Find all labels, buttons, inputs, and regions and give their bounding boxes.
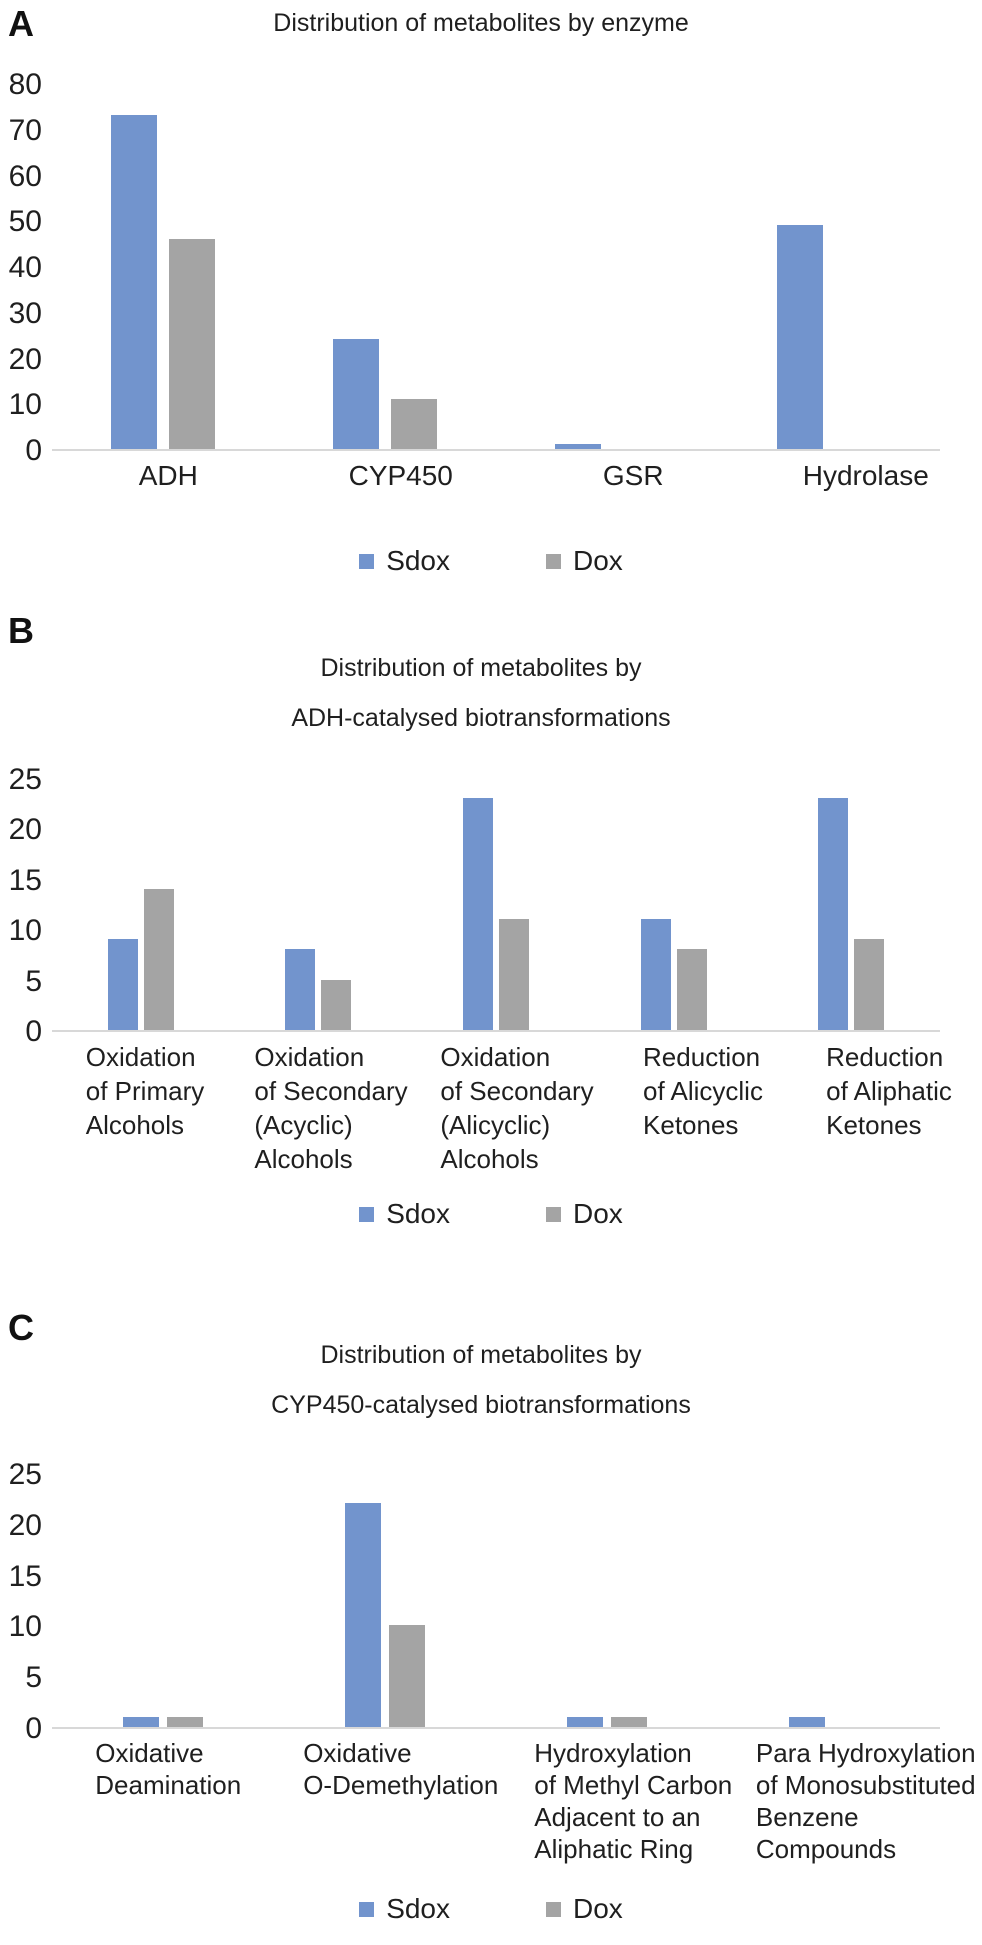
y-axis-tick-label: 10	[8, 1610, 42, 1644]
category-label-line: (Alicyclic)	[440, 1110, 551, 1140]
legend-label-dox: Dox	[573, 1198, 623, 1229]
category-label-line: O-Demethylation	[303, 1770, 499, 1800]
y-axis-tick-label: 15	[8, 863, 42, 897]
category-label-line: Reduction	[826, 1042, 944, 1072]
legend-swatch-sdox-icon	[359, 554, 374, 569]
category-label-line: ADH	[138, 460, 198, 491]
category-label-line: Oxidative	[95, 1738, 204, 1768]
legend-entry-dox	[546, 1198, 623, 1230]
y-axis-tick-label: 80	[8, 68, 42, 101]
category-label-line: of Methyl Carbon	[534, 1770, 733, 1800]
plot-area	[52, 778, 940, 1032]
chart-a	[0, 68, 982, 577]
chart-title-line: Distribution of metabolites by enzyme	[273, 9, 689, 37]
legend-swatch-dox-icon	[546, 1902, 561, 1917]
category-axis	[52, 459, 982, 493]
bar-sdox	[285, 949, 315, 1030]
bar-group	[407, 778, 585, 1030]
bar-dox	[611, 1717, 647, 1727]
category-cell	[285, 1737, 518, 1865]
chart-b	[0, 763, 982, 1230]
category-label-line: of Secondary	[254, 1076, 408, 1106]
category-label	[95, 1737, 241, 1801]
category-label-line: Oxidation	[440, 1042, 551, 1072]
y-axis-tick-label: 25	[8, 763, 42, 796]
bar-sdox	[108, 939, 138, 1030]
category-label-line: of Aliphatic	[826, 1076, 952, 1106]
bar-sdox	[345, 1503, 381, 1727]
legend	[0, 545, 982, 577]
chart-c-title	[40, 1258, 922, 1430]
category-label-line: Aliphatic Ring	[534, 1834, 694, 1864]
chart-b-title	[40, 603, 922, 743]
category-cell	[517, 459, 750, 493]
bar-group	[585, 778, 763, 1030]
category-label-line: of Secondary	[440, 1076, 594, 1106]
category-label-line: of Monosubstituted	[755, 1770, 976, 1800]
category-label-line: GSR	[602, 460, 664, 491]
category-label-line: Adjacent to an	[534, 1802, 701, 1832]
bar-group	[496, 83, 718, 449]
category-label-line: Alcohols	[440, 1144, 539, 1174]
category-label-line: CYP450	[348, 460, 453, 491]
plot-area	[52, 1473, 940, 1729]
legend-label-sdox: Sdox	[386, 1198, 451, 1229]
legend-label-dox: Dox	[573, 1893, 623, 1924]
bar-group	[52, 83, 274, 449]
category-label-line: Oxidation	[254, 1042, 365, 1072]
bar-group	[274, 1473, 496, 1727]
category-label	[534, 1737, 732, 1865]
category-label-line: of Alicyclic	[643, 1076, 763, 1106]
category-label	[826, 1040, 952, 1142]
category-label	[139, 459, 198, 493]
panel-b-letter: B	[8, 610, 34, 651]
category-cell	[424, 1040, 610, 1176]
bar-dox	[389, 1625, 425, 1727]
y-axis	[0, 763, 52, 1048]
y-axis-tick-label: 30	[8, 296, 42, 330]
bar-dox	[499, 919, 529, 1030]
bar-dox	[391, 399, 437, 449]
category-label-line: Oxidation	[85, 1042, 196, 1072]
y-axis-tick-label: 20	[8, 813, 42, 847]
legend-entry-sdox	[359, 1198, 450, 1230]
plot-area	[52, 83, 940, 451]
category-label-line: Ketones	[643, 1110, 739, 1140]
y-axis-tick-label: 5	[25, 964, 42, 998]
category-label-line: Compounds	[755, 1834, 897, 1864]
chart-plot-row	[0, 68, 940, 467]
chart-title-line: ADH-catalysed biotransformations	[291, 704, 671, 732]
y-axis-tick-label: 20	[8, 1508, 42, 1542]
category-cell	[517, 1737, 750, 1865]
bar-sdox	[123, 1717, 159, 1727]
bar-dox	[677, 949, 707, 1030]
category-axis	[52, 1737, 982, 1865]
panel-c-letter: C	[8, 1307, 34, 1348]
legend-label-sdox: Sdox	[386, 1893, 451, 1924]
legend	[0, 1198, 982, 1230]
y-axis-tick-label: 10	[8, 914, 42, 948]
bar-group	[718, 83, 940, 449]
legend-swatch-sdox-icon	[359, 1902, 374, 1917]
category-label	[803, 459, 929, 493]
category-cell	[52, 1040, 238, 1176]
category-label-line: of Primary	[85, 1076, 205, 1106]
bar-dox	[854, 939, 884, 1030]
chart-plot-row	[0, 1458, 940, 1745]
bar-group	[274, 83, 496, 449]
category-cell	[796, 1040, 982, 1176]
legend-swatch-dox-icon	[546, 554, 561, 569]
category-label-line: Benzene	[755, 1802, 859, 1832]
legend-label-sdox: Sdox	[386, 545, 451, 576]
chart-c	[0, 1458, 982, 1925]
bar-group	[762, 778, 940, 1030]
category-cell	[750, 1737, 982, 1865]
category-label-line: Para Hydroxylation	[755, 1738, 976, 1768]
panel-a	[0, 0, 982, 603]
category-cell	[238, 1040, 424, 1176]
y-axis-tick-label: 70	[8, 113, 42, 147]
legend-entry-dox	[546, 1893, 623, 1925]
bar-sdox	[818, 798, 848, 1030]
y-axis-tick-label: 25	[8, 1458, 42, 1491]
category-label-line: (Acyclic)	[254, 1110, 353, 1140]
legend-entry-sdox	[359, 545, 450, 577]
category-label	[643, 1040, 763, 1142]
y-axis-tick-label: 0	[25, 1015, 42, 1048]
category-label	[440, 1040, 593, 1176]
bar-sdox	[111, 115, 157, 449]
y-axis-tick-label: 20	[8, 342, 42, 376]
bar-dox	[167, 1717, 203, 1727]
category-label-line: Reduction	[643, 1042, 761, 1072]
category-axis	[52, 1040, 982, 1176]
bar-sdox	[777, 225, 823, 449]
legend	[0, 1893, 982, 1925]
panel-b	[0, 603, 982, 1258]
category-cell	[52, 459, 285, 493]
y-axis-tick-label: 0	[25, 434, 42, 467]
category-label-line: Oxidative	[303, 1738, 412, 1768]
y-axis-tick-label: 15	[8, 1559, 42, 1593]
panel-c	[0, 1258, 982, 1945]
chart-a-title	[40, 0, 922, 40]
bar-dox	[169, 239, 215, 449]
bar-group	[718, 1473, 940, 1727]
y-axis-tick-label: 0	[25, 1712, 42, 1745]
legend-label-dox: Dox	[573, 545, 623, 576]
bar-sdox	[641, 919, 671, 1030]
bar-dox	[144, 889, 174, 1030]
category-label	[603, 459, 664, 493]
legend-entry-dox	[546, 545, 623, 577]
bar-sdox	[567, 1717, 603, 1727]
bar-sdox	[463, 798, 493, 1030]
bar-sdox	[333, 339, 379, 449]
category-label	[303, 1737, 498, 1801]
y-axis	[0, 1458, 52, 1745]
legend-entry-sdox	[359, 1893, 450, 1925]
category-label	[349, 459, 453, 493]
bar-dox	[321, 980, 351, 1030]
category-cell	[285, 459, 518, 493]
bar-sdox	[789, 1717, 825, 1727]
category-label-line: Hydrolase	[802, 460, 929, 491]
y-axis-tick-label: 10	[8, 388, 42, 422]
y-axis-tick-label: 5	[25, 1661, 42, 1695]
legend-swatch-sdox-icon	[359, 1207, 374, 1222]
category-cell	[52, 1737, 285, 1865]
y-axis-tick-label: 50	[8, 205, 42, 239]
bar-sdox	[555, 444, 601, 449]
chart-plot-row	[0, 763, 940, 1048]
y-axis-tick-label: 40	[8, 251, 42, 284]
y-axis	[0, 68, 52, 467]
chart-title-line: CYP450-catalysed biotransformations	[271, 1391, 691, 1419]
category-label	[756, 1737, 976, 1865]
category-cell	[750, 459, 982, 493]
bar-group	[52, 778, 230, 1030]
bar-group	[496, 1473, 718, 1727]
category-label	[254, 1040, 407, 1176]
category-label-line: Ketones	[826, 1110, 922, 1140]
chart-title-line: Distribution of metabolites by	[320, 654, 642, 682]
bar-group	[230, 778, 408, 1030]
category-label	[86, 1040, 204, 1142]
panel-a-letter: A	[8, 3, 34, 44]
category-cell	[610, 1040, 796, 1176]
bar-group	[52, 1473, 274, 1727]
y-axis-tick-label: 60	[8, 159, 42, 193]
category-label-line: Hydroxylation	[534, 1738, 692, 1768]
category-label-line: Alcohols	[254, 1144, 353, 1174]
legend-swatch-dox-icon	[546, 1207, 561, 1222]
chart-title-line: Distribution of metabolites by	[320, 1341, 642, 1369]
category-label-line: Deamination	[95, 1770, 242, 1800]
category-label-line: Alcohols	[85, 1110, 185, 1140]
